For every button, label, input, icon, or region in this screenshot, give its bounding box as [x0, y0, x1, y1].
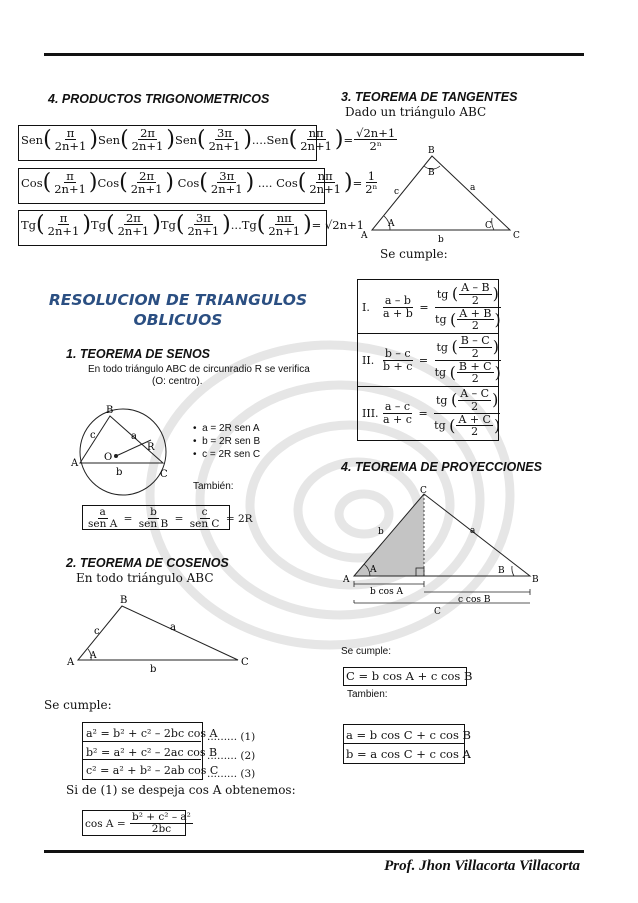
label-C: C [420, 486, 427, 496]
proyecciones-se-cumple: Se cumple: [341, 646, 392, 657]
tangentes-row-3: III. $\frac{a - c}{a + c}$ = tg ( $\frac{A - C}{2}$ ) tg ( $\frac{A + C}{2}$ ) [362, 387, 501, 439]
label-angle-C: C [485, 221, 492, 231]
tangentes-heading: 3. TEOREMA DE TANGENTES [341, 90, 518, 104]
tg-product-box: Tg ( $\frac{\pi}{2n+1}$ ) Tg ( $\frac{2\pi}{2n+1}$ ) Tg ( $\frac{3\pi}{2n+1}$ ) ... Tg ( $\frac{n\pi}{2n+1}$ ) = √2n+1 [18, 210, 327, 246]
label-angle-A: A [388, 219, 395, 229]
tangentes-triangle [358, 142, 528, 242]
label-angle-A: A [370, 565, 377, 575]
senos-intro: En todo triángulo ABC de circunradio R se verifica [88, 364, 310, 375]
label-C: C [160, 469, 168, 480]
label-a: a [131, 431, 137, 442]
label-C: C [241, 657, 249, 668]
tangentes-row-2: II. $\frac{b - c}{b + c}$ = tg ( $\frac{B - C}{2}$ ) tg ( $\frac{B + C}{2}$ ) [362, 334, 501, 386]
proyecciones-others: a = b cos C + c cos B b = a cos C + c cos A [346, 728, 471, 761]
label-b: b [116, 467, 123, 478]
label-c: c [90, 430, 96, 441]
label-A: A [343, 575, 350, 585]
label-B: B [428, 146, 435, 156]
cosenos-intro: En todo triángulo ABC [76, 571, 214, 585]
proyecciones-tambien: Tambien: [347, 689, 388, 700]
label-a: a [170, 622, 176, 633]
label-angle-B: B [498, 566, 505, 576]
label-A: A [361, 231, 368, 241]
label-angle-B: B [428, 168, 435, 178]
label-B: B [532, 575, 539, 585]
label-a: a [470, 183, 476, 193]
footer-author: Prof. Jhon Villacorta Villacorta [384, 858, 580, 874]
label-bcosA: b cos A [370, 587, 404, 597]
cosenos-despeja: Si de (1) se despeja cos A obtenemos: [66, 783, 296, 797]
senos-bullets: • a = 2R sen A • b = 2R sen B • c = 2R sen C [193, 423, 261, 460]
cosenos-refs: ......... (1) ......... (2) ......... (3) [207, 731, 256, 780]
tangentes-row-1: I. $\frac{a - b}{a + b}$ = tg ( $\frac{A - B}{2}$ ) tg ( $\frac{A + B}{2}$ ) [362, 281, 501, 333]
label-ccosB: c cos B [458, 595, 491, 605]
cosenos-heading: 2. TEOREMA DE COSENOS [66, 556, 229, 570]
label-R: R [147, 442, 155, 453]
senos-intro-2: (O: centro). [152, 376, 203, 387]
senos-formula-box: $\frac{a}{\text{sen A}}$ = $\frac{b}{\text{sen B}}$ = $\frac{c}{\text{sen C}}$ = 2R [82, 505, 230, 530]
resolucion-title: RESOLUCION DE TRIANGULOS OBLICUOS [48, 291, 308, 329]
label-c: c [94, 626, 100, 637]
proyecciones-triangle [340, 484, 540, 619]
label-O: O [104, 452, 113, 463]
label-B: B [106, 405, 114, 416]
bottom-rule [44, 850, 584, 853]
senos-heading: 1. TEOREMA DE SENOS [66, 347, 211, 361]
label-c: c [394, 187, 400, 197]
sen-product-box: Sen ( $\frac{\pi}{2n+1}$ ) Sen ( $\frac{2\pi}{2n+1}$ ) Sen ( $\frac{3\pi}{2n+1}$ ) .... Sen ( $\frac{n\pi}{2n+1}$ ) = $\frac{√2n+1}{\text{2ⁿ}}$ [18, 125, 317, 161]
label-c-bottom: C [434, 607, 441, 617]
label-B: B [120, 595, 128, 606]
circumcircle-diagram [68, 400, 188, 500]
label-a: a [470, 526, 476, 536]
tangentes-intro: Dado un triángulo ABC [345, 105, 487, 119]
senos-tambien: También: [193, 481, 234, 492]
cosenos-triangle [60, 592, 260, 674]
cosenos-se-cumple: Se cumple: [44, 698, 112, 712]
label-b: b [378, 527, 384, 537]
label-C: C [513, 231, 520, 241]
top-rule [44, 53, 584, 56]
label-b: b [150, 664, 157, 674]
label-b: b [438, 235, 444, 242]
proyecciones-heading: 4. TEOREMA DE PROYECCIONES [341, 460, 542, 474]
proyecciones-main-box: C = b cos A + c cos B [343, 667, 467, 686]
productos-heading: 4. PRODUCTOS TRIGONOMETRICOS [48, 92, 270, 106]
cosA-box: cos A = $\frac{\text{b² + c² – a²}}{2bc}$ [82, 810, 186, 836]
label-A: A [67, 657, 75, 668]
tangentes-se-cumple: Se cumple: [380, 247, 448, 261]
cosenos-formulas: a² = b² + c² – 2bc cos A b² = a² + c² – 2ac cos B c² = a² + b² – 2ab cos C [86, 727, 219, 777]
label-angle-A: A [90, 651, 97, 661]
label-A: A [71, 458, 79, 469]
cos-product-box: Cos ( $\frac{\pi}{2n+1}$ ) Cos ( $\frac{2\pi}{2n+1}$ ) Cos ( $\frac{3\pi}{2n+1}$ ) .... Cos ( $\frac{n\pi}{2n+1}$ ) = $\frac{1}{\text{2ⁿ}}$ [18, 168, 325, 204]
